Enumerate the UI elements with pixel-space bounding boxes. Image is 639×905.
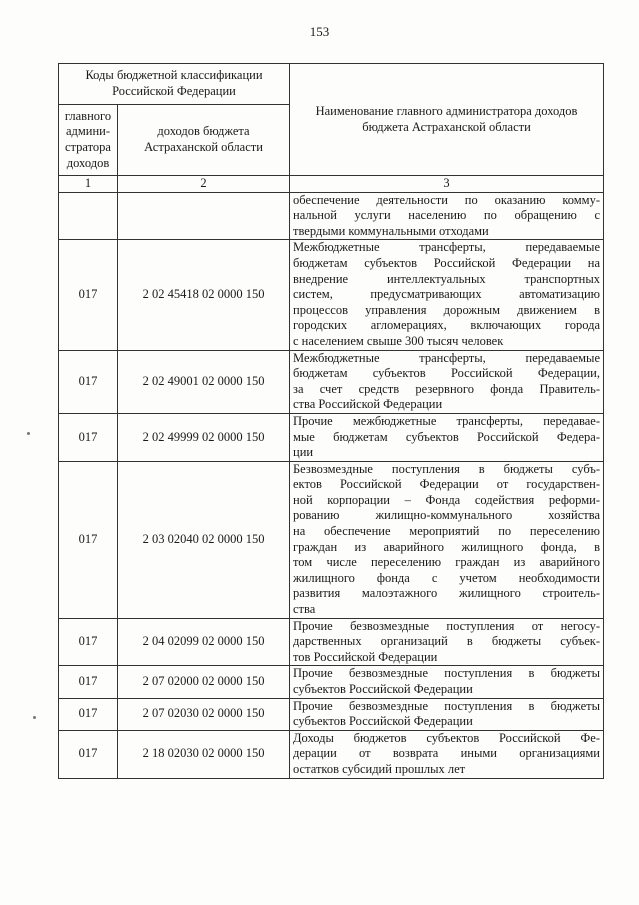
description-line: дерации от возврата иными организациями	[293, 746, 600, 761]
description-cell	[290, 192, 604, 240]
description-line: с населением свыше 300 тысяч человек	[293, 333, 504, 348]
header-col3-title: Наименование главного администратора доходов бюджета Астраханской области	[290, 64, 604, 176]
description-line: субъектов Российской Федерации	[293, 714, 473, 729]
admin-code-cell: 017	[59, 350, 118, 413]
description-line: городских агломерациях, включающих города	[293, 318, 600, 333]
column-number-row	[59, 176, 604, 193]
table-row	[59, 698, 604, 730]
income-code-cell: 2 02 45418 02 0000 150	[118, 240, 290, 350]
scan-speck	[33, 716, 36, 719]
description-line: ной корпорации – Фонда содействия реформи-	[293, 492, 600, 507]
description-line: Прочие безвозмездные поступления от негосу-	[293, 618, 600, 633]
header-row-group	[59, 64, 604, 105]
header-col2-title: доходов бюджета Астраханской области	[118, 105, 290, 176]
description-line: дарственных организаций в бюджеты субъек-	[293, 634, 600, 649]
table-row	[59, 192, 604, 240]
description-line: мые бюджетам субъектов Российской Федера-	[293, 429, 600, 444]
description-line: Безвозмездные поступления в бюджеты субъ-	[293, 461, 600, 476]
description-line: ектов Российской Федерации от государствен-	[293, 477, 600, 492]
admin-code-cell: 017	[59, 666, 118, 698]
description-line: нальной услуги населению по обращению с	[293, 208, 600, 223]
description-line: бюджетам субъектов Российской Федерации,	[293, 366, 600, 381]
description-line: твердыми коммунальными отходами	[293, 223, 489, 238]
column-number-3: 3	[290, 176, 604, 193]
budget-classification-table	[58, 63, 604, 779]
admin-code-cell: 017	[59, 461, 118, 618]
admin-code-cell	[59, 192, 118, 240]
income-code-cell: 2 02 49999 02 0000 150	[118, 413, 290, 461]
description-line: рованию жилищно-коммунального хозяйства	[293, 508, 600, 523]
column-number-2: 2	[118, 176, 290, 193]
table-row	[59, 666, 604, 698]
table-row	[59, 240, 604, 350]
description-line: Межбюджетные трансферты, передаваемые	[293, 240, 600, 255]
description-cell	[290, 413, 604, 461]
table-row	[59, 350, 604, 413]
description-cell	[290, 698, 604, 730]
header-col1-title: главного админи- стратора доходов	[59, 105, 118, 176]
description-cell	[290, 666, 604, 698]
admin-code-cell: 017	[59, 730, 118, 778]
income-code-cell: 2 07 02000 02 0000 150	[118, 666, 290, 698]
description-line: граждан из аварийного жилищного фонда, в	[293, 539, 600, 554]
income-code-cell: 2 18 02030 02 0000 150	[118, 730, 290, 778]
description-line: жилищного фонда с учетом необходимости	[293, 570, 600, 585]
description-line: бюджетам субъектов Российской Федерации на	[293, 255, 600, 270]
income-code-cell: 2 03 02040 02 0000 150	[118, 461, 290, 618]
description-cell	[290, 350, 604, 413]
admin-code-cell: 017	[59, 413, 118, 461]
header-group-title: Коды бюджетной классификации Российской Федерации	[59, 64, 290, 105]
description-line: субъектов Российской Федерации	[293, 682, 473, 696]
admin-code-cell: 017	[59, 240, 118, 350]
description-line: Межбюджетные трансферты, передаваемые	[293, 350, 600, 365]
description-line: обеспечение деятельности по оказанию комму-	[293, 192, 600, 207]
description-line: развития малоэтажного жилищного строитель-	[293, 586, 600, 601]
description-line: за счет средств резервного фонда Правитель-	[293, 381, 600, 396]
description-line: внедрение интеллектуальных транспортных	[293, 271, 600, 286]
admin-code-cell: 017	[59, 698, 118, 730]
table-row	[59, 730, 604, 778]
description-line: на обеспечение мероприятий по переселению	[293, 524, 600, 539]
description-cell	[290, 730, 604, 778]
description-line: процессов управления дорожным движением в	[293, 302, 600, 317]
table-row	[59, 461, 604, 618]
column-number-1: 1	[59, 176, 118, 193]
income-code-cell: 2 07 02030 02 0000 150	[118, 698, 290, 730]
description-line: тов Российской Федерации	[293, 649, 438, 664]
admin-code-cell: 017	[59, 618, 118, 666]
description-cell	[290, 240, 604, 350]
description-cell	[290, 461, 604, 618]
income-code-cell	[118, 192, 290, 240]
description-line: том числе переселению граждан из аварийного	[293, 555, 600, 570]
description-line: ции	[293, 445, 314, 460]
description-line: Прочие безвозмездные поступления в бюджеты	[293, 666, 600, 681]
table-row	[59, 413, 604, 461]
description-line: Прочие безвозмездные поступления в бюджеты	[293, 698, 600, 713]
description-line: ства	[293, 602, 316, 617]
description-line: ства Российской Федерации	[293, 397, 443, 412]
income-code-cell: 2 02 49001 02 0000 150	[118, 350, 290, 413]
scan-speck	[27, 432, 30, 435]
table-row	[59, 618, 604, 666]
description-line: остатков субсидий прошлых лет	[293, 761, 466, 776]
description-line: систем, предусматривающих автоматизацию	[293, 287, 600, 302]
description-line: Прочие межбюджетные трансферты, передавае-	[293, 413, 600, 428]
description-cell	[290, 618, 604, 666]
description-line: Доходы бюджетов субъектов Российской Фе-	[293, 730, 600, 745]
income-code-cell: 2 04 02099 02 0000 150	[118, 618, 290, 666]
page-number: 153	[309, 24, 330, 39]
